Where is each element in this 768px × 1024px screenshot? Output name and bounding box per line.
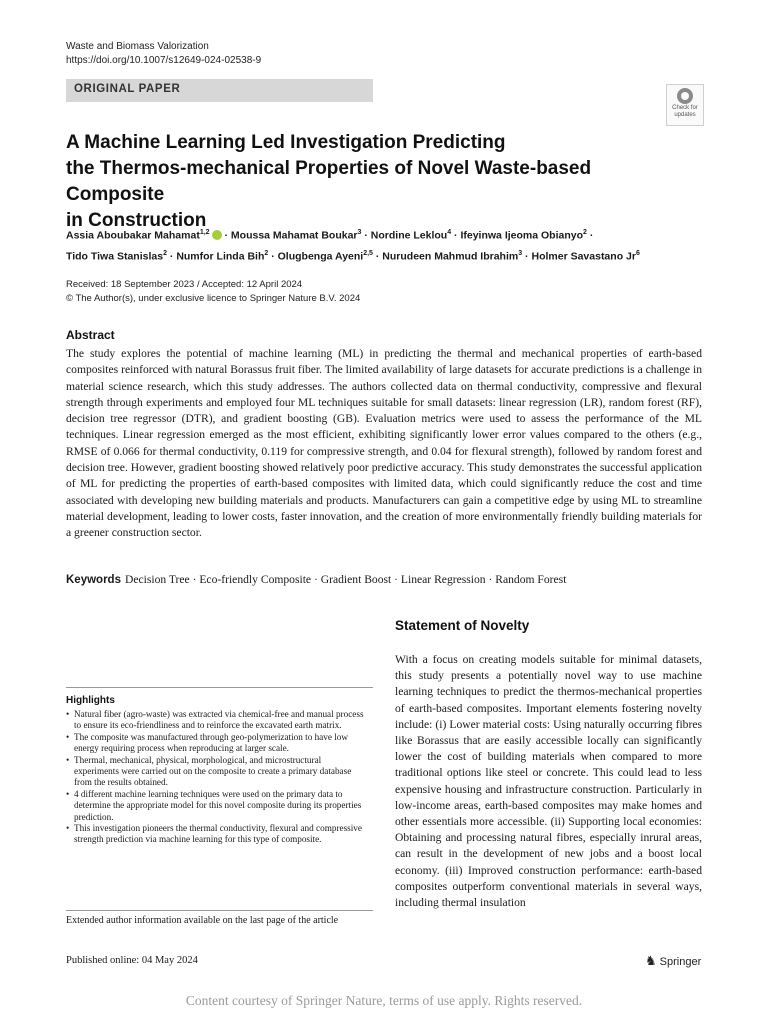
highlight-item: • Thermal, mechanical, physical, morphological, and microstructural experiments were carried out on the composite to create a primary database from the results obtained. — [66, 755, 366, 789]
author-name[interactable]: Nurudeen Mahmud Ibrahim — [382, 250, 519, 262]
author-name[interactable]: Nordine Leklou — [370, 229, 448, 242]
springer-horse-icon: ♞ — [645, 953, 657, 968]
title-line-3: in Construction — [66, 210, 207, 231]
author-line-1: Assia Aboubakar Mahamat$^{1,2}$ · Moussa Mahamat Boukar$^3$ · Nordine Leklou$^4$ · Ifeyinwa Ijeoma Obianyo$^2$ · — [66, 229, 594, 242]
novelty-heading: Statement of Novelty — [395, 618, 530, 633]
copyright-notice: © The Author(s), under exclusive licence to Springer Nature B.V. 2024 — [66, 293, 361, 304]
extended-info-divider — [66, 910, 373, 911]
article-type-bar — [66, 79, 373, 102]
author-affiliation: 1,2 — [199, 229, 210, 236]
author-affiliation: 2 — [163, 249, 167, 257]
highlights-heading: Highlights — [66, 695, 115, 706]
check-updates-icon — [677, 88, 693, 104]
publication-dates — [66, 278, 360, 306]
author-list — [66, 224, 726, 265]
abstract-text: The study explores the potential of machine learning (ML) in predicting the thermal and mechanical properties of earth-based composites reinforced with natural Borassus fruit fiber. The limited availability of large datasets for accurate predictions is a challenge in material science research, which this study addresses. The authors collected data on thermal conductivity, compressive and flexural strength through experiments and employed four ML techniques suitable for small datasets: linear regression (LR), random forest (RF), decision tree regressor (DTR), and gradient boosting (GB). Evaluation metrics were used to assess the performance of the ML techniques. Linear regression emerged as the most efficient, exhibiting significantly lower error values compared to the others (e.g., RMSE of 0.066 for thermal conductivity, 0.119 for compressive strength, and 0.04 for flexural strength), followed by random forest and decision tree. However, gradient boosting showed relatively poor predictive accuracy. This study demonstrates the successful application of ML for predicting the properties of earth-based composites with limited data, which could significantly reduce the cost and time associated with developing new building materials and products. Manufacturers can gain a competitive edge by using ML to streamline material development, leading to lower costs, faster innovation, and the creation of more environmentally friendly building materials for a greener construction sector. — [66, 347, 702, 540]
highlights-divider — [66, 687, 373, 688]
orcid-icon[interactable] — [212, 230, 222, 240]
received-accepted-dates: Received: 18 September 2023 / Accepted: 12 April 2024 — [66, 279, 303, 290]
author-name[interactable]: Holmer Savastano Jr — [531, 250, 636, 262]
novelty-text: With a focus on creating models suitable for minimal datasets, this study presents a potentially novel way to use machine learning techniques to predict the thermos-mechanical properties of earth-based composites. Important elements fostering novelty include: (i) Lower material costs: Using naturally occurring fibres like Borassus that are easily accessible locally can significantly lower the cost of building materials when compared to more traditional options like steel or concrete. This could lead to less expensive housing and infrastructure construction. Particularly in low-income areas, earth-based composites may make homes and other essentials more accessible. (ii) Supporting local economies: Obtaining and processing natural fibres, especially inrural areas, can result in the development of new jobs and a boost local economy. (iii) Improved construction performance: earth-based composites outperform conventional materials in several ways, including thermal insulation — [395, 653, 702, 910]
abstract-heading: Abstract — [66, 328, 115, 342]
article-type-label: ORIGINAL PAPER — [74, 83, 181, 95]
keywords-text: Decision Tree · Eco-friendly Composite · Gradient Boost · Linear Regression · Random Forest — [124, 573, 567, 586]
paper-title — [66, 130, 686, 234]
author-affiliation: 4 — [447, 229, 452, 236]
author-line-2: Tido Tiwa Stanislas$^2$ · Numfor Linda Bih$^2$ · Olugbenga Ayeni$^{2,5}$ · Nurudeen Mahmud Ibrahim$^3$ · Holmer Savastano Jr$^6$ — [66, 249, 640, 262]
springer-logo — [645, 953, 701, 969]
courtesy-notice: Content courtesy of Springer Nature, terms of use apply. Rights reserved. — [185, 993, 583, 1008]
extended-author-info: Extended author information available on the last page of the article — [66, 915, 339, 926]
keywords-label: Keywords — [66, 574, 121, 586]
author-name[interactable]: Numfor Linda Bih — [176, 250, 265, 262]
title-line-1: A Machine Learning Led Investigation Predicting — [66, 132, 506, 153]
doi-link[interactable]: https://doi.org/10.1007/s12649-024-02538-9 — [66, 55, 262, 66]
author-affiliation: 2,5 — [363, 249, 373, 257]
title-line-2: the Thermos-mechanical Properties of Novel Waste-based Composite — [66, 158, 592, 205]
author-affiliation: 2 — [264, 249, 269, 257]
keywords-section — [66, 572, 706, 588]
author-name[interactable]: Moussa Mahamat Boukar — [230, 229, 358, 242]
author-affiliation: 3 — [518, 249, 523, 257]
publisher-name: Springer — [659, 956, 702, 968]
author-name[interactable]: Ifeyinwa Ijeoma Obianyo — [460, 229, 584, 242]
author-affiliation: 6 — [635, 249, 640, 257]
author-name[interactable]: Tido Tiwa Stanislas — [66, 250, 164, 262]
published-online-date: Published online: 04 May 2024 — [66, 955, 198, 966]
journal-name: Waste and Biomass Valorization — [66, 41, 209, 52]
journal-header — [66, 40, 261, 68]
author-affiliation: 3 — [357, 229, 362, 236]
check-for-updates-badge[interactable] — [666, 84, 704, 126]
check-updates-label: Check for updates — [672, 105, 698, 118]
author-name[interactable]: Olugbenga Ayeni — [277, 250, 364, 262]
highlight-item: • The composite was manufactured through geo-polymerization to have low energy requiring process when reproducing at larger scale. — [66, 732, 366, 755]
highlights-list — [66, 709, 366, 846]
highlight-item: • This investigation pioneers the thermal conductivity, flexural and compressive strength prediction via machine learning for this type of composite. — [66, 823, 366, 846]
highlight-item: • 4 different machine learning techniques were used on the primary data to determine the appropriate model for this novel composite during its properties prediction. — [66, 789, 366, 823]
author-name[interactable]: Assia Aboubakar Mahamat — [66, 229, 200, 242]
highlight-item: • Natural fiber (agro-waste) was extracted via chemical-free and manual process to ensure its eco-friendliness and to reinforce the excavated earth matrix. — [66, 709, 366, 732]
author-affiliation: 2 — [583, 229, 587, 236]
